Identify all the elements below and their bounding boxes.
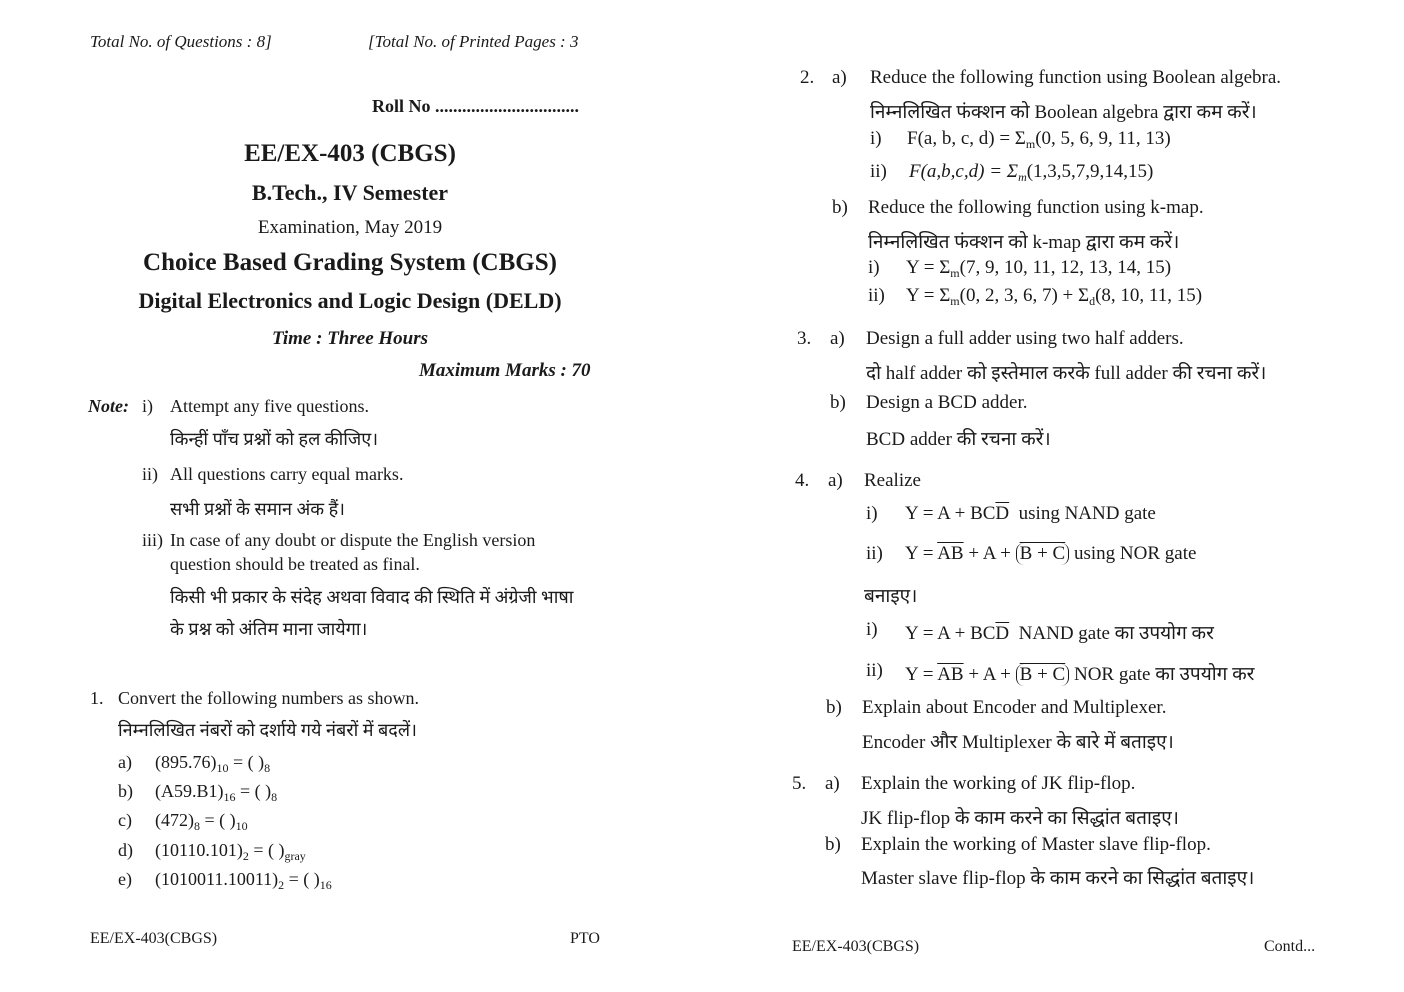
q5a-en: Explain the working of JK flip-flop. (861, 773, 1136, 794)
q4b-label: b) (826, 697, 842, 718)
q4a-i-label-hi: i) (866, 619, 878, 640)
q4-number: 4. (795, 470, 810, 491)
q1-part-b-label: b) (118, 781, 133, 801)
q4a-ii-expr-hi: $Y = \overline{AB} + A + B + C$ NOR gate का उपयोग कर (905, 664, 1255, 685)
course-title: B.Tech., IV Semester (251, 180, 449, 205)
q3a-en: Design a full adder using two half adders. (866, 328, 1184, 349)
q4a-ii-label-hi: ii) (866, 660, 883, 681)
q4a-hi-head: बनाइए। (864, 586, 918, 607)
q3-number: 3. (797, 328, 812, 349)
note-label: Note: (88, 396, 129, 416)
footer-contd: Contd... (1264, 938, 1316, 955)
q2a-i-label: i) (870, 128, 882, 149)
footer-code-right: EE/EX-403(CBGS) (792, 938, 920, 955)
q1-en: Convert the following numbers as shown. (118, 688, 419, 708)
q5a-label: a) (825, 773, 840, 794)
note-3-hi-line1: किसी भी प्रकार के संदेह अथवा विवाद की स्थिति में अंग्रेजी भाषा (170, 587, 574, 607)
total-questions: Total No. of Questions : 8] (90, 32, 272, 51)
q4a-ii-expr-en: $Y = \overline{AB} + A + B + C$ using NOR gate (905, 543, 1197, 564)
grading-system: Choice Based Grading System (CBGS) (143, 249, 557, 276)
q1-part-a-label: a) (118, 752, 132, 772)
footer-pto: PTO (570, 930, 600, 947)
q4a-ii-label: ii) (866, 543, 883, 564)
q5a-hi: JK flip-flop के काम करने का सिद्धांत बताइए। (861, 808, 1179, 829)
footer-code-left: EE/EX-403(CBGS) (90, 930, 218, 947)
note-2-en: All questions carry equal marks. (170, 464, 404, 484)
q4a-realize: Realize (864, 470, 921, 491)
q2b-hi: निम्नलिखित फंक्शन को k-map द्वारा कम करें। (868, 232, 1180, 253)
q2-number: 2. (800, 67, 815, 88)
q1-number: 1. (90, 688, 104, 708)
q2b-ii-label: ii) (868, 285, 885, 306)
q3b-hi: BCD adder की रचना करें। (866, 429, 1051, 450)
note-1-en: Attempt any five questions. (170, 396, 369, 416)
q5b-label: b) (825, 834, 841, 855)
q4a-i-label: i) (866, 503, 878, 524)
q1-part-a: $(895.76)_{10}$ = ( )$_8$ (155, 752, 271, 775)
q4a-label: a) (828, 470, 843, 491)
q5-number: 5. (792, 773, 807, 794)
q2a-en: Reduce the following function using Boolean algebra. (870, 67, 1282, 88)
q2b-i-label: i) (868, 257, 880, 278)
paper-code: EE/EX-403 (CBGS) (244, 140, 456, 167)
q1-part-c: $(472)_8$ = ( )$_{10}$ (155, 810, 248, 833)
q2b-en: Reduce the following function using k-map. (868, 197, 1204, 218)
q4b-en: Explain about Encoder and Multiplexer. (862, 697, 1167, 718)
q2b-label: b) (832, 197, 848, 218)
q1-part-e: $(1010011.10011)_2$ = ( )$_{16}$ (155, 869, 332, 892)
q2b-i-expr: $Y = \Sigma_m(7$, 9, 10, 11, 12, 13, 14, 15) (906, 257, 1172, 280)
note-3-en-line1: In case of any doubt or dispute the English version (170, 530, 536, 550)
note-3-num: iii) (142, 530, 163, 550)
q2a-label: a) (832, 67, 847, 88)
q3a-label: a) (830, 328, 845, 349)
exam-time: Time : Three Hours (271, 328, 429, 349)
note-1-hi: किन्हीं पाँच प्रश्नों को हल कीजिए। (170, 429, 379, 449)
note-2-num: ii) (142, 464, 158, 484)
left-page (0, 0, 700, 992)
q2a-i-expr: F(a, b, c, $d) = \Sigma_m(0$, 5, 6, 9, 11, 13) (907, 128, 1171, 151)
note-2-hi: सभी प्रश्नों के समान अंक हैं। (170, 499, 345, 519)
q3b-label: b) (830, 392, 846, 413)
q2a-ii-expr: $F(a,b,c,d) = \Sigma_m(1,3,5,7,9,14,15)$ (909, 161, 1154, 184)
q4a-i-expr-hi: $Y = A + BC\overline{D}$ NAND gate का उपयोग कर (905, 623, 1214, 644)
q1-part-d: $(10110.101)_2$ = ( )$_{gray}$ (155, 840, 306, 863)
q3a-hi: दो half adder को इस्तेमाल करके full adder की रचना करें। (866, 363, 1267, 384)
q1-part-c-label: c) (118, 810, 132, 830)
q3b-en: Design a BCD adder. (866, 392, 1028, 413)
max-marks: Maximum Marks : 70 (419, 360, 591, 381)
q1-hi: निम्नलिखित नंबरों को दर्शाये गये नंबरों में बदलें। (118, 720, 417, 740)
q2b-ii-expr: $Y = \Sigma_m(0$, 2, 3, 6, $7) + \Sigma_d(8$, 10, 11, 15) (906, 285, 1203, 308)
q4b-hi: Encoder और Multiplexer के बारे में बताइए। (862, 732, 1174, 753)
note-1-num: i) (142, 396, 153, 416)
q1-part-d-label: d) (118, 840, 133, 860)
exam-session: Examination, May 2019 (257, 217, 443, 238)
q4a-i-expr-en: $Y = A + BC\overline{D}$ using NAND gate (905, 503, 1156, 524)
roll-no: Roll No ................................ (372, 96, 579, 116)
q1-part-b: $(A59.B1)_{16}$ = ( )$_8$ (155, 781, 278, 804)
q1-part-e-label: e) (118, 869, 132, 889)
q5b-hi: Master slave flip-flop के काम करने का सिद्धांत बताइए। (861, 868, 1255, 889)
q2a-hi: निम्नलिखित फंक्शन को Boolean algebra द्वारा कम करें। (870, 102, 1257, 123)
subject-title: Digital Electronics and Logic Design (DELD) (138, 288, 562, 313)
right-page (702, 0, 1404, 992)
q2a-ii-label: ii) (870, 161, 887, 182)
note-3-hi-line2: के प्रश्न को अंतिम माना जायेगा। (170, 619, 368, 639)
q5b-en: Explain the working of Master slave flip-flop. (861, 834, 1211, 855)
total-pages: [Total No. of Printed Pages : 3 (368, 32, 579, 51)
note-3-en-line2: question should be treated as final. (170, 554, 420, 574)
